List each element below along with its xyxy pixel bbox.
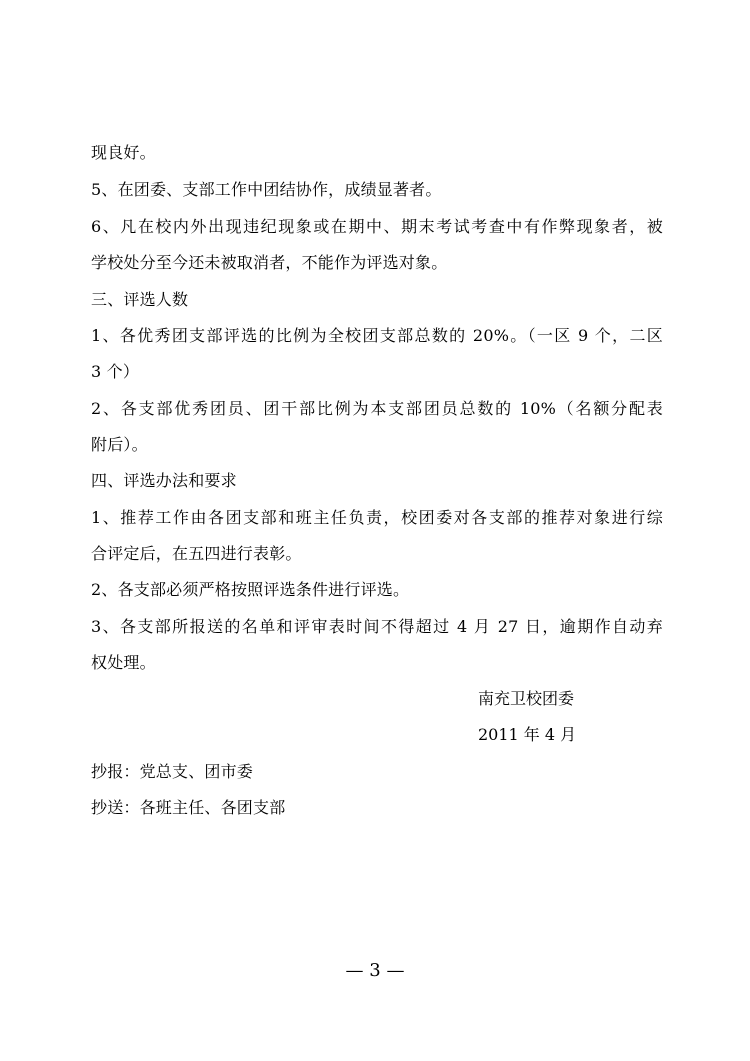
body-line-11: 1、推荐工作由各团支部和班主任负责，校团委对各支部的推荐对象进行综 [91, 508, 663, 527]
body-line-3: 6、凡在校内外出现违纪现象或在期中、期末考试考查中有作弊现象者，被 [91, 217, 663, 236]
body-line-15: 权处理。 [91, 653, 156, 672]
body-line-6: 1、各优秀团支部评选的比例为全校团支部总数的 20%。（一区 9 个，二区 [91, 326, 663, 345]
body-line-14: 3、各支部所报送的名单和评审表时间不得超过 4 月 27 日，逾期作自动弃 [91, 617, 663, 636]
page-number: — 3 — [345, 960, 405, 981]
body-line-8: 2、各支部优秀团员、团干部比例为本支部团员总数的 10%（名额分配表 [91, 399, 663, 418]
signature-org: 南充卫校团委 [478, 689, 575, 708]
section-heading-3: 三、评选人数 [91, 290, 189, 309]
body-line-1: 现良好。 [91, 143, 156, 162]
body-line-7: 3 个） [91, 362, 140, 381]
section-heading-4: 四、评选办法和要求 [91, 471, 237, 490]
body-line-13: 2、各支部必须严格按照评选条件进行评选。 [91, 580, 410, 599]
signature-date: 2011 年 4 月 [478, 725, 577, 744]
body-line-9: 附后）。 [91, 435, 148, 454]
cc-send: 抄送：各班主任、各团支部 [91, 798, 286, 817]
body-line-2: 5、在团委、支部工作中团结协作，成绩显著者。 [91, 180, 442, 199]
cc-report: 抄报：党总支、团市委 [91, 762, 254, 781]
body-line-4: 学校处分至今还未被取消者，不能作为评选对象。 [91, 253, 448, 272]
body-line-12: 合评定后，在五四进行表彰。 [91, 544, 302, 563]
